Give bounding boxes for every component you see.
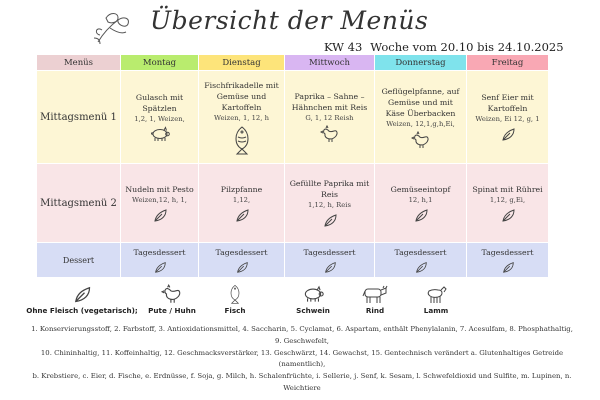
dessert-name: Tagesdessert — [215, 247, 268, 257]
leaf-icon — [152, 207, 168, 223]
legend-item-vegetarian — [22, 284, 142, 315]
legend-label: Lamm — [423, 306, 449, 315]
legend-label: Ohne Fleisch (vegetarisch); — [26, 306, 138, 315]
menu2-wednesday — [285, 164, 375, 243]
legend-label: Pute / Huhn — [148, 306, 196, 315]
dish-name: Pilzpfanne — [220, 184, 263, 194]
leaf-icon — [500, 207, 516, 223]
leaf-icon — [235, 260, 249, 274]
dish-additives: 1,12, — [232, 195, 251, 204]
leaf-icon — [322, 212, 338, 228]
dish-name: Senf Eier mit Kartoffeln — [481, 93, 534, 113]
dish-additives: G, 1, 12 Reish — [305, 114, 354, 122]
row-label-menu1: Mittagsmenü 1 — [37, 71, 121, 164]
fish-icon — [225, 284, 245, 304]
dish-additives: 12, h,1 — [408, 195, 433, 204]
legend-item-beef — [355, 284, 395, 315]
legend-label: Rind — [365, 306, 385, 315]
fish-icon — [230, 125, 254, 155]
dessert-friday — [467, 243, 549, 278]
dish-name: Geflügelpfanne, auf Gemüse und mit Käse Überbacken — [381, 86, 460, 118]
menu1-row — [37, 71, 549, 164]
dish-name: Spinat mit Rührei — [472, 184, 543, 194]
notes-line: 10. Chininhaltig, 11. Koffeinhaltig, 12. Geschmacksverstärker, 13. Geschwärzt, 14. Gewachst, 15. Gentechnisch verändert a. Glutenhaltiges Getreide (namentlich), — [40, 348, 564, 369]
dessert-name: Tagesdessert — [394, 247, 447, 257]
chicken-icon — [411, 131, 431, 149]
dessert-row — [37, 243, 549, 278]
dessert-tuesday — [199, 243, 285, 278]
header-wednesday: Mittwoch — [285, 55, 375, 71]
pig-icon — [301, 284, 325, 304]
week-number: KW 43 — [324, 40, 363, 54]
dish-additives: Weizen, Ei 12, g, 1 — [475, 115, 540, 123]
legend-item-fish — [215, 284, 255, 315]
dish-additives: Weizen, 1, 12, h — [214, 113, 269, 122]
notes-line: 1. Konservierungsstoff, 2. Farbstoff, 3. Antioxidationsmittel, 4. Saccharin, 5. Cyclamat, 6. Aspartam, enthält Phenylalanin, 7. Acesulfam, 8. Phosphathaltig, 9. Geschwefelt, — [31, 325, 573, 345]
dish-additives: 1,12, g,Ei, — [489, 195, 526, 204]
flower-logo-icon — [88, 8, 134, 48]
chicken-icon — [320, 125, 340, 143]
menu2-row — [37, 164, 549, 243]
legend-item-pork — [290, 284, 336, 315]
header-thursday: Donnerstag — [375, 55, 467, 71]
dish-name: Fischfrikadelle mit Gemüse und Kartoffeln — [204, 80, 279, 112]
row-label-menu2: Mittagsmenü 2 — [37, 164, 121, 243]
row-label-dessert: Dessert — [37, 243, 121, 278]
week-range: Woche vom 20.10 bis 24.10.2025 — [370, 40, 564, 54]
header-tuesday: Dienstag — [199, 55, 285, 71]
menu1-wednesday — [285, 71, 375, 164]
legend-item-lamb — [416, 284, 456, 315]
leaf-icon — [153, 260, 167, 274]
leaf-icon — [234, 207, 250, 223]
legend-label: Fisch — [224, 306, 246, 315]
chicken-icon — [161, 284, 183, 304]
leaf-icon — [500, 126, 516, 142]
menu-table — [36, 54, 549, 278]
menu1-thursday — [375, 71, 467, 164]
dessert-name: Tagesdessert — [303, 247, 356, 257]
pig-icon — [149, 126, 171, 142]
leaf-icon — [501, 260, 515, 274]
header-row — [37, 55, 549, 71]
dessert-name: Tagesdessert — [481, 247, 534, 257]
legend-label: Schwein — [296, 306, 330, 315]
menu2-friday — [467, 164, 549, 243]
dessert-thursday — [375, 243, 467, 278]
menu2-tuesday — [199, 164, 285, 243]
leaf-icon — [72, 284, 92, 304]
notes-line: b. Krebstiere, c. Eier, d. Fische, e. Erdnüsse, f. Soja, g. Milch, h. Schalenfrüchte, i. Sellerie, j. Senf, k. Sesam, l. Schwefeldioxid und Sulfite, m. Lupinen, n. Weichtiere — [32, 372, 572, 392]
dessert-monday — [121, 243, 199, 278]
header-monday: Montag — [121, 55, 199, 71]
dish-name: Gulasch mit Spätzlen — [135, 93, 184, 113]
menu1-friday — [467, 71, 549, 164]
menu1-tuesday — [199, 71, 285, 164]
dish-name: Gefüllte Paprika mit Reis — [289, 179, 370, 199]
leaf-icon — [413, 207, 429, 223]
lamb-icon — [424, 284, 448, 304]
dish-name: Paprika – Sahne – Hähnchen mit Reis — [291, 92, 368, 112]
legend-item-poultry — [142, 284, 202, 315]
menu2-monday — [121, 164, 199, 243]
dessert-name: Tagesdessert — [133, 247, 186, 257]
dish-additives: 1,12, h, Reis — [308, 201, 351, 209]
additives-notes — [28, 324, 576, 395]
leaf-icon — [414, 260, 428, 274]
page-title: Übersicht der Menüs — [150, 6, 429, 35]
leaf-icon — [323, 260, 337, 274]
dish-name: Nudeln mit Pesto — [125, 184, 194, 194]
week-info — [324, 40, 564, 54]
menu2-thursday — [375, 164, 467, 243]
dish-additives: Weizen,12, h, 1, — [132, 195, 187, 204]
cow-icon — [361, 284, 389, 304]
dish-additives: 1,2, 1, Weizen, — [134, 115, 185, 123]
dessert-wednesday — [285, 243, 375, 278]
menu1-monday — [121, 71, 199, 164]
header-friday: Freitag — [467, 55, 549, 71]
dish-additives: Weizen, 12,1,g,h,Ei, — [386, 119, 455, 128]
legend — [0, 284, 600, 322]
dish-name: Gemüseeintopf — [390, 184, 451, 194]
header-menus: Menüs — [37, 55, 121, 71]
